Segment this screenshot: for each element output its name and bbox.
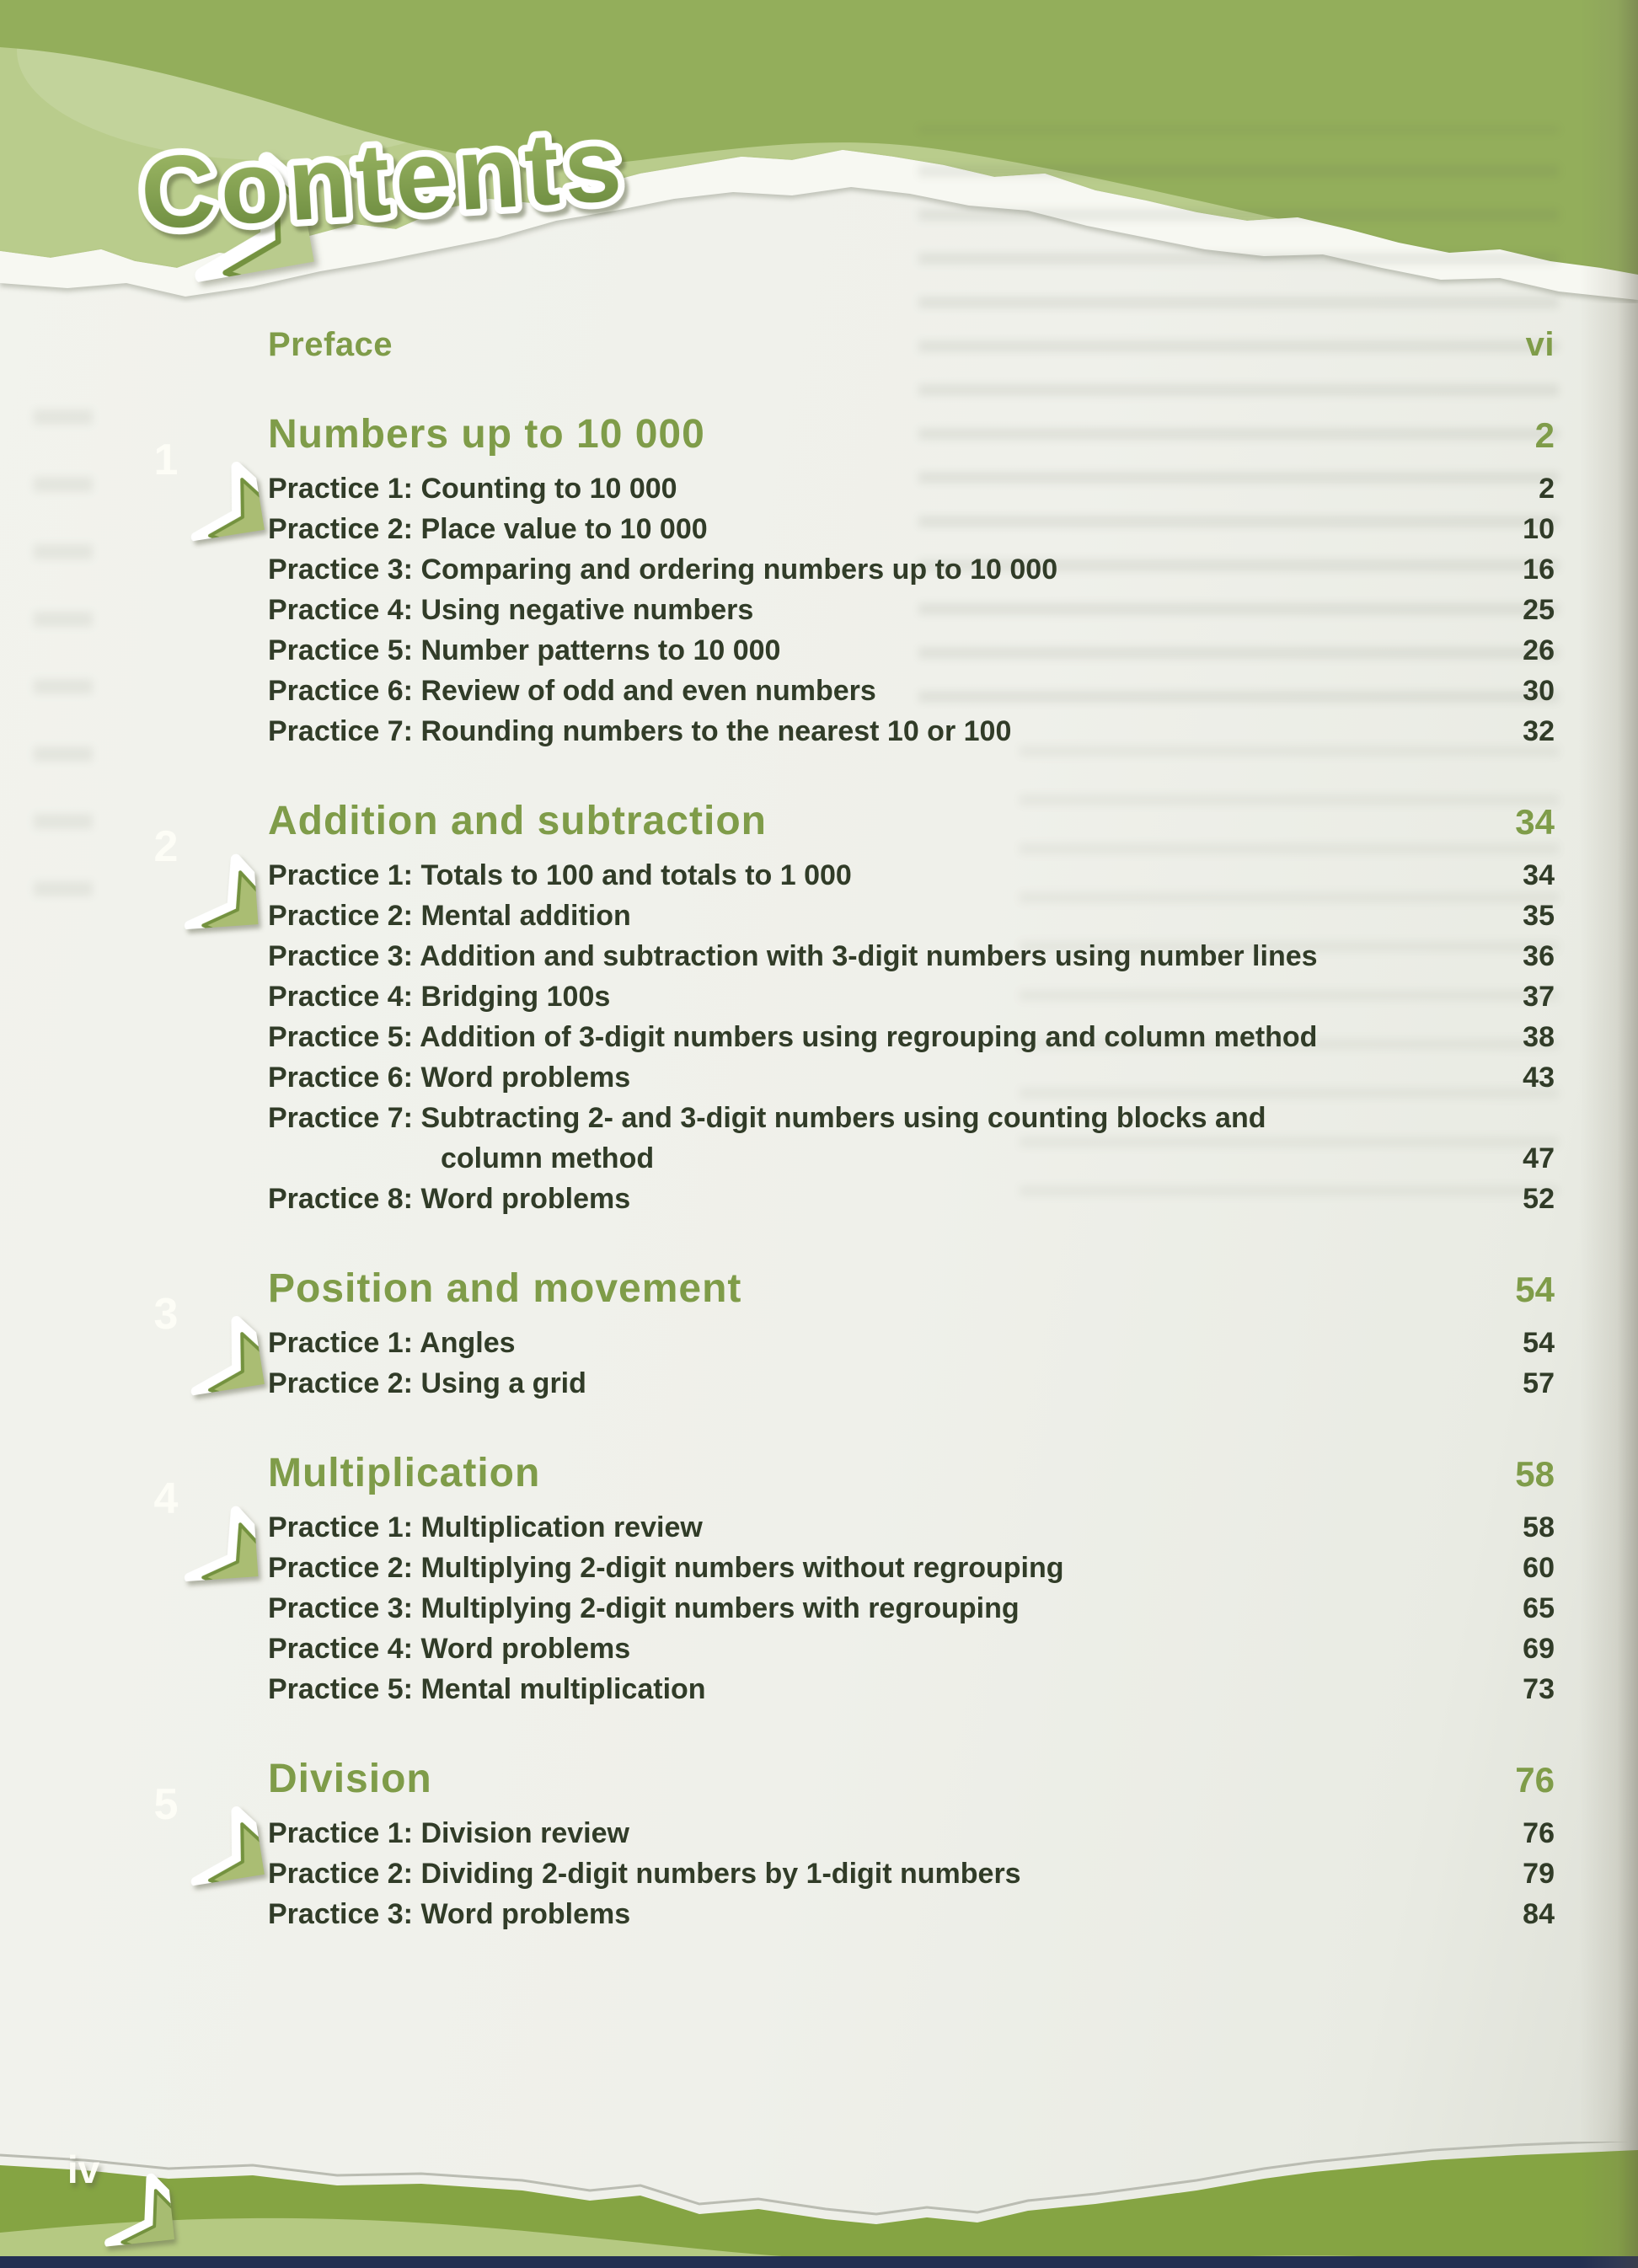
chapter-star-icon <box>91 768 253 930</box>
chapter-star-icon <box>91 1420 253 1582</box>
page-title: Contents <box>137 107 630 251</box>
chapter-title: Numbers up to 10 000 <box>268 412 705 457</box>
chapter-items <box>268 1507 1555 1709</box>
toc-item-page-number: 26 <box>1523 634 1555 666</box>
chapter-items <box>268 1323 1555 1404</box>
toc-item-page-number: 34 <box>1523 859 1555 891</box>
toc-item <box>268 1894 1555 1934</box>
toc-item-label: Practice 4: Using negative numbers <box>268 594 754 626</box>
toc-item-label: Practice 7: Subtracting 2- and 3-digit numbers using counting blocks and <box>268 1102 1266 1134</box>
toc-chapter <box>153 797 1555 1219</box>
toc-item-page-number: 35 <box>1523 900 1555 932</box>
toc-item <box>268 1548 1555 1588</box>
toc-item-page-number: 73 <box>1523 1673 1555 1705</box>
toc-item <box>268 1098 1555 1179</box>
toc-item-label: Practice 2: Multiplying 2-digit numbers without regrouping <box>268 1552 1064 1584</box>
preface-label: Preface <box>268 326 393 363</box>
toc-item-page-number: 2 <box>1539 473 1555 505</box>
toc-item-page-number: 58 <box>1523 1511 1555 1543</box>
toc-item-page-number: 16 <box>1523 554 1555 586</box>
toc-item-label: Practice 2: Dividing 2-digit numbers by 1-digit numbers <box>268 1858 1021 1890</box>
toc-item-label: Practice 2: Mental addition <box>268 900 631 932</box>
toc-item <box>268 976 1555 1017</box>
chapter-star-icon <box>91 1236 253 1398</box>
toc-item-page-number: 60 <box>1523 1552 1555 1584</box>
toc-chapter <box>153 410 1555 752</box>
footer-page-label: iv <box>67 2148 100 2191</box>
toc-item-label: Practice 4: Word problems <box>268 1633 631 1665</box>
toc-item <box>268 1179 1555 1219</box>
toc-item <box>268 1669 1555 1709</box>
footer-wave-band <box>0 2142 1638 2268</box>
toc-item-label: Practice 6: Review of odd and even numbers <box>268 675 876 707</box>
toc-item <box>268 509 1555 549</box>
chapter-number: 2 <box>153 822 179 871</box>
toc-item <box>268 896 1555 936</box>
footer-page-star <box>13 2094 167 2248</box>
chapter-title: Addition and subtraction <box>268 799 767 843</box>
toc-item-label: Practice 1: Division review <box>268 1817 629 1849</box>
chapter-items <box>268 855 1555 1219</box>
toc-item-label: Practice 3: Word problems <box>268 1898 631 1930</box>
toc-item-page-number: 79 <box>1523 1858 1555 1890</box>
toc-item-page-number: 47 <box>1523 1142 1555 1174</box>
toc-chapter <box>153 1265 1555 1404</box>
toc-item-page-number: 36 <box>1523 940 1555 972</box>
toc-item-label: Practice 5: Number patterns to 10 000 <box>268 634 781 666</box>
toc-item-label: Practice 8: Word problems <box>268 1183 631 1215</box>
toc-chapter <box>153 1449 1555 1709</box>
chapter-heading-row <box>268 1755 1555 1805</box>
toc-item-label: Practice 3: Addition and subtraction with 3-digit numbers using number lines <box>268 940 1318 972</box>
toc-item-page-number: 69 <box>1523 1633 1555 1665</box>
page-bleed-through <box>34 396 93 918</box>
chapter-title: Position and movement <box>268 1266 742 1311</box>
toc-item-page-number: 10 <box>1523 513 1555 545</box>
toc-item-label: Practice 3: Comparing and ordering numbers up to 10 000 <box>268 554 1058 586</box>
chapter-items <box>268 1813 1555 1934</box>
toc-item <box>268 549 1555 590</box>
toc-item <box>268 671 1555 711</box>
toc-item-label: Practice 7: Rounding numbers to the nearest 10 or 100 <box>268 715 1012 747</box>
toc-item-page-number: 38 <box>1523 1021 1555 1053</box>
chapter-page-number: 54 <box>1515 1270 1555 1309</box>
toc-item-label: Practice 1: Totals to 100 and totals to 1 000 <box>268 859 852 891</box>
toc-item-label: Practice 1: Angles <box>268 1327 516 1359</box>
chapter-star-icon <box>91 1726 253 1888</box>
chapter-star-icon <box>91 382 253 543</box>
toc-item-label: Practice 4: Bridging 100s <box>268 981 611 1013</box>
page-title-block <box>51 51 1020 303</box>
chapter-page-number: 2 <box>1534 415 1555 455</box>
chapter-page-number: 76 <box>1515 1760 1555 1800</box>
toc-item-page-number: 84 <box>1523 1898 1555 1930</box>
toc-item <box>268 711 1555 752</box>
chapter-heading-row <box>268 1265 1555 1314</box>
toc-item-label: Practice 5: Addition of 3-digit numbers using regrouping and column method <box>268 1021 1318 1053</box>
toc-item-page-number: 43 <box>1523 1062 1555 1094</box>
chapter-title: Division <box>268 1757 432 1801</box>
toc-item-label: Practice 3: Multiplying 2-digit numbers with regrouping <box>268 1592 1020 1624</box>
toc-item-label: Practice 2: Place value to 10 000 <box>268 513 708 545</box>
toc-item-label: Practice 1: Multiplication review <box>268 1511 703 1543</box>
toc-item <box>268 1588 1555 1629</box>
toc-item <box>268 1323 1555 1363</box>
toc-item-page-number: 52 <box>1523 1183 1555 1215</box>
chapter-number: 3 <box>153 1290 179 1339</box>
page-edge-shadow <box>1579 0 1638 2268</box>
toc-chapters <box>153 410 1555 1934</box>
toc-item-page-number: 32 <box>1523 715 1555 747</box>
toc-item-label: Practice 1: Counting to 10 000 <box>268 473 677 505</box>
footer-navy-strip <box>0 2256 1638 2268</box>
toc-item-page-number: 54 <box>1523 1327 1555 1359</box>
chapter-number: 4 <box>153 1474 179 1523</box>
chapter-items <box>268 468 1555 752</box>
toc-item-page-number: 65 <box>1523 1592 1555 1624</box>
chapter-number: 1 <box>153 436 179 484</box>
chapter-title: Multiplication <box>268 1451 541 1495</box>
toc-item <box>268 468 1555 509</box>
toc-item <box>268 1813 1555 1853</box>
toc-item <box>268 1629 1555 1669</box>
toc-item <box>268 1507 1555 1548</box>
toc-item <box>268 936 1555 976</box>
toc-item <box>268 1363 1555 1404</box>
toc-item <box>268 855 1555 896</box>
toc-item-label: Practice 6: Word problems <box>268 1062 631 1094</box>
toc-item-label: Practice 5: Mental multiplication <box>268 1673 706 1705</box>
toc-item-page-number: 37 <box>1523 981 1555 1013</box>
toc-item-page-number: 30 <box>1523 675 1555 707</box>
chapter-page-number: 34 <box>1515 802 1555 842</box>
toc-item <box>268 630 1555 671</box>
chapter-heading-row <box>268 797 1555 847</box>
preface-page-number: vi <box>1525 326 1555 363</box>
chapter-page-number: 58 <box>1515 1454 1555 1494</box>
toc-item <box>268 1017 1555 1057</box>
chapter-number: 5 <box>153 1780 179 1829</box>
toc-item-label: Practice 2: Using a grid <box>268 1367 586 1399</box>
toc-item-label-line2: column method <box>441 1142 655 1174</box>
toc-item-page-number: 57 <box>1523 1367 1555 1399</box>
chapter-heading-row <box>268 1449 1555 1499</box>
toc-item <box>268 1057 1555 1098</box>
chapter-heading-row <box>268 410 1555 460</box>
toc-item <box>268 590 1555 630</box>
toc-chapter <box>153 1755 1555 1934</box>
preface-row <box>268 278 1555 365</box>
table-of-contents <box>153 278 1555 1934</box>
toc-item-page-number: 76 <box>1523 1817 1555 1849</box>
toc-item-page-number: 25 <box>1523 594 1555 626</box>
toc-item <box>268 1853 1555 1894</box>
